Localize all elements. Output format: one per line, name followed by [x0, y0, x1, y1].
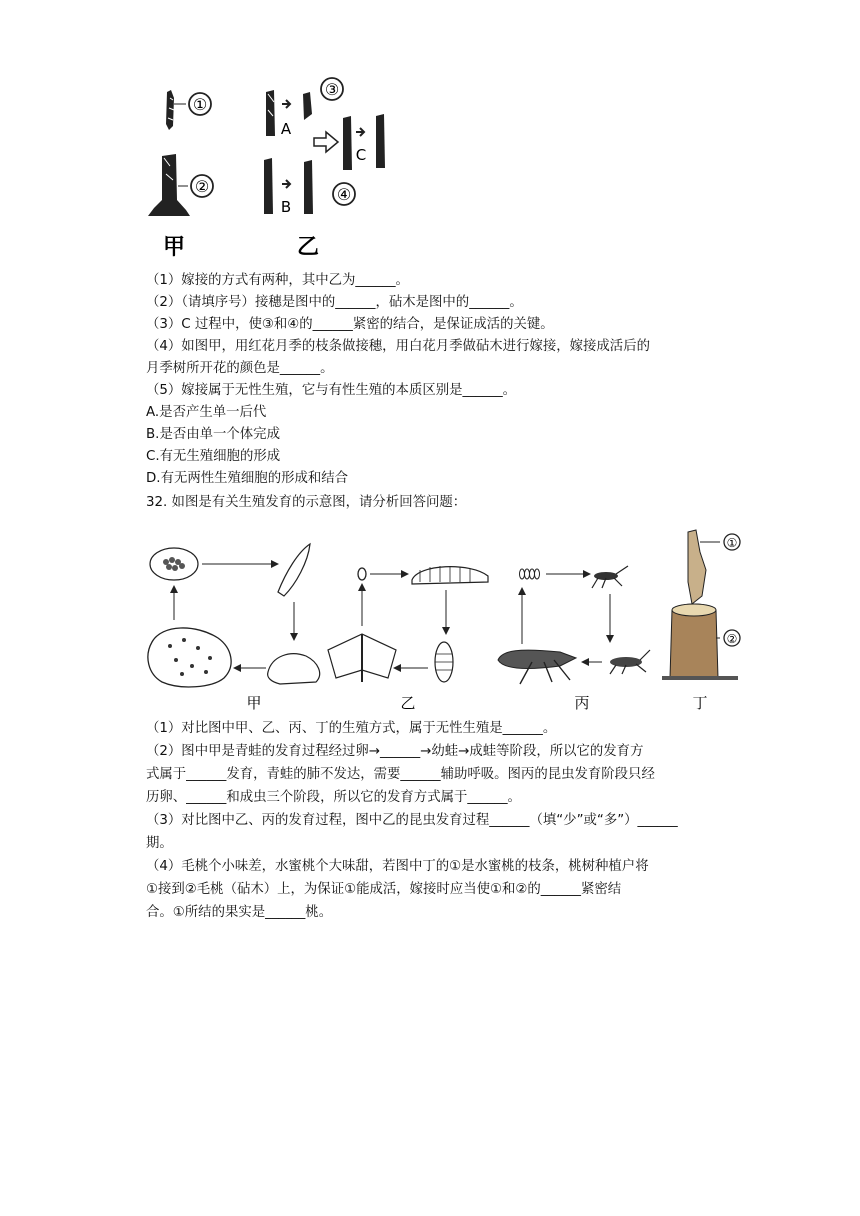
option-d: D.有无两性生殖细胞的形成和结合 [146, 471, 349, 486]
mark-1: ① [192, 95, 208, 114]
q32-line: 历卵、______和成虫三个阶段，所以它的发育方式属于______。 [146, 790, 521, 805]
nymph-drawing-2 [610, 650, 650, 674]
frog-cycle [148, 544, 320, 687]
label-yi: 乙 [296, 235, 320, 260]
frog-eggs-drawing [150, 548, 198, 580]
grasshopper-cycle [498, 566, 650, 684]
branch-drawing-a [266, 90, 275, 136]
label-bing: 丙 [574, 694, 590, 712]
q32-line: 合。①所结的果实是______桃。 [146, 905, 333, 920]
mark-1: ① [726, 536, 738, 550]
tadpole-drawing [278, 544, 310, 596]
q31-line: （1）嫁接的方式有两种，其中乙为______。 [146, 273, 409, 288]
q31-line: （3）C 过程中，使③和④的______紧密的结合，是保证成活的关键。 [146, 317, 554, 332]
grafting-figure [140, 74, 400, 260]
branch-drawing-b [264, 158, 273, 214]
q31-line: （4）如图甲，用红花月季的枝条做接穗，用白花月季做砧木进行嫁接，嫁接成活后的 [146, 339, 650, 354]
scion-drawing-1 [166, 90, 174, 130]
adult-grasshopper-drawing [498, 650, 576, 684]
mark-2: ② [726, 632, 738, 646]
q31-line: （5）嫁接属于无性生殖，它与有性生殖的本质区别是______。 [146, 383, 517, 398]
q32-line: （1）对比图中甲、乙、丙、丁的生殖方式，属于无性生殖是______。 [146, 721, 557, 736]
peach-graft-drawing [662, 530, 740, 680]
option-c: C.有无生殖细胞的形成 [146, 449, 281, 464]
arrow-icon [314, 132, 338, 152]
q32-line: （3）对比图中乙、丙的发育过程，图中乙的昆虫发育过程______（填“少”或“多”）______ [146, 813, 678, 828]
label-jia: 甲 [246, 694, 262, 712]
label-jia: 甲 [162, 235, 186, 260]
life-cycle-figure [140, 522, 760, 718]
q31-line: 月季树所开花的颜色是______。 [146, 361, 334, 376]
q32-line: 期。 [146, 836, 173, 851]
moth-cycle [328, 566, 488, 682]
q32-line: 式属于______发育，青蛙的肺不发达，需要______辅助呼吸。图丙的昆虫发育阶段只经 [146, 767, 655, 782]
adult-frog-drawing [148, 628, 231, 687]
label-yi: 乙 [400, 694, 416, 712]
q32-title: 32. 如图是有关生殖发育的示意图，请分析回答问题： [146, 495, 467, 510]
mark-2: ② [194, 177, 210, 196]
label-ding: 丁 [692, 694, 708, 712]
q31-line: （2）（请填序号）接穗是图中的______，砧木是图中的______。 [146, 295, 523, 310]
option-b: B.是否由单一个体完成 [146, 427, 280, 442]
q32-line: ①接到②毛桃（砧木）上，为保证①能成活，嫁接时应当使①和②的______紧密结 [146, 882, 622, 897]
nymph-drawing-1 [592, 566, 628, 588]
froglet-drawing [268, 654, 320, 684]
mark-3: ③ [324, 80, 340, 99]
grafted-branch-drawing [343, 116, 352, 170]
letter-a: A [280, 120, 292, 138]
letter-b: B [280, 198, 292, 216]
grasshopper-eggs-drawing [520, 569, 540, 579]
moth-egg-drawing [358, 568, 366, 580]
mark-4: ④ [336, 185, 352, 204]
q32-line: （4）毛桃个小味差，水蜜桃个大味甜，若图中丁的①是水蜜桃的枝条，桃树种植户将 [146, 859, 649, 874]
option-a: A.是否产生单一后代 [146, 405, 267, 420]
letter-c: C [355, 146, 367, 164]
q32-line: （2）图中甲是青蛙的发育过程经过卵→______→幼蛙→成蛙等阶段，所以它的发育方 [146, 744, 644, 759]
rootstock-drawing-1 [148, 154, 190, 216]
